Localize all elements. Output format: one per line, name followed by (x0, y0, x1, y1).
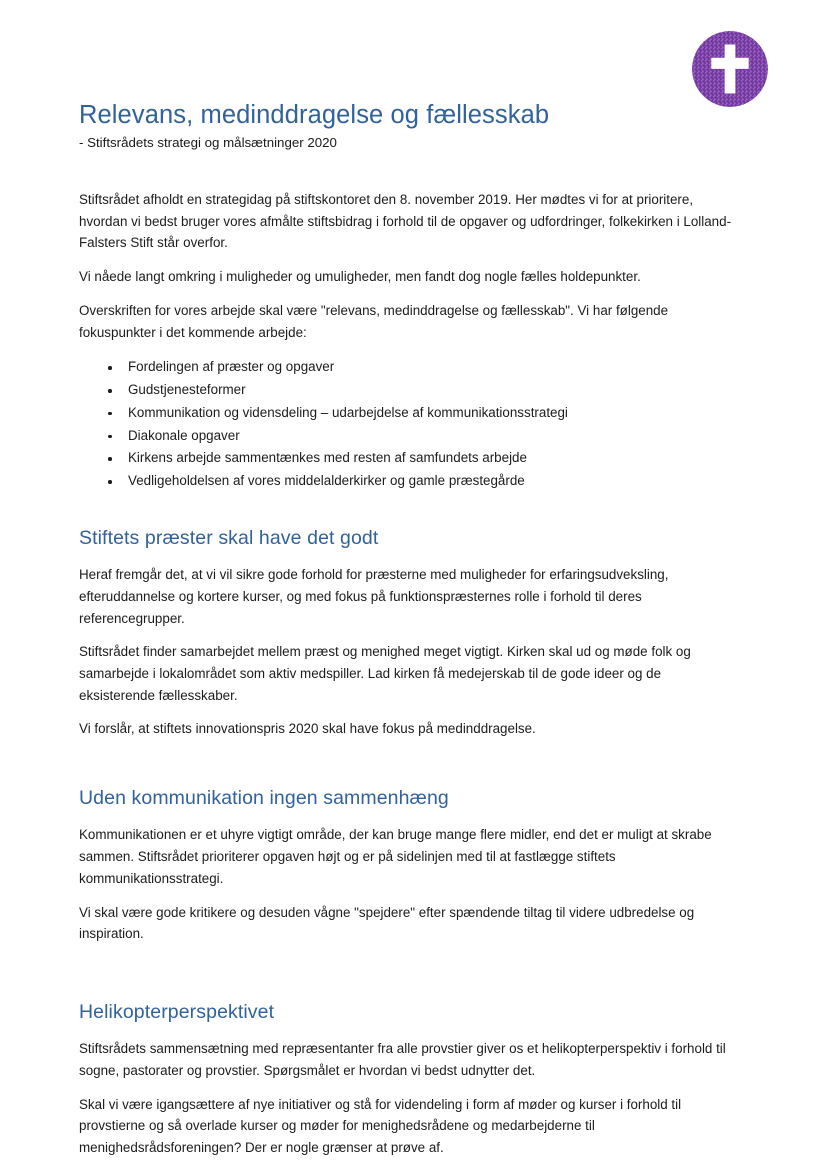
section-3-paragraph-1: Stiftsrådets sammensætning med repræsentanter fra alle provstier giver os et helikopterperspektiv i forhold til sogne, pastorater og provstier. Spørgsmålet er hvordan vi bedst udnytter det. (79, 1041, 726, 1079)
list-item-label: Diakonale opgaver (128, 427, 240, 443)
focus-points-list (79, 357, 736, 492)
list-item (79, 357, 736, 378)
intro-paragraph-3: Overskriften for vores arbejde skal være "relevans, medinddragelse og fællesskab". Vi har følgende fokuspunkter i det kommende arbejde: (79, 302, 669, 340)
cross-icon (689, 28, 771, 110)
list-item (79, 426, 736, 447)
section-1-paragraph-3: Vi forslår, at stiftets innovationspris 2020 skal have fokus på medinddragelse. (79, 721, 536, 737)
section-heading-kommunikation: Uden kommunikation ingen sammenhæng (79, 787, 449, 810)
section-3-paragraph-2: Skal vi være igangsættere af nye initiativer og stå for videndeling i form af møder og kurser i forhold til provstierne og så overlade kurser og møder for menighedsrådene og medarbejderne til menighedsrådsforeningen? Der er nogle grænser at prøve af. (79, 1096, 682, 1156)
section-heading-praester: Stiftets præster skal have det godt (79, 526, 379, 549)
list-item (79, 471, 736, 492)
section-2-paragraph-1: Kommunikationen er et uhyre vigtigt område, der kan bruge mange flere midler, end det er muligt at skrabe sammen. Stiftsrådet prioriterer opgaven højt og er på sidelinjen med til at fastlægge stiftets kommunikationsstrategi. (79, 827, 712, 886)
section-1-paragraph-2: Stiftsrådet finder samarbejdet mellem præst og menighed meget vigtigt. Kirken skal ud og møde folk og samarbejde i lokalområdet som aktiv medspiller. Lad kirken få medejerskab til de gode ideer og de eksisterende fællesskaber. (79, 644, 691, 703)
list-item-label: Kommunikation og vidensdeling – udarbejdelse af kommunikationsstrategi (128, 404, 568, 420)
list-item-label: Fordelingen af præster og opgaver (128, 359, 335, 375)
intro-paragraph-2: Vi nåede langt omkring i muligheder og umuligheder, men fandt dog nogle fælles holdepunkter. (79, 269, 641, 285)
section-2-paragraph-2: Vi skal være gode kritikere og desuden vågne "spejdere" efter spændende tiltag til videre udbredelse og inspiration. (79, 904, 695, 942)
list-item-label: Gudstjenesteformer (128, 382, 246, 398)
list-item-label: Kirkens arbejde sammentænkes med resten af samfundets arbejde (128, 450, 527, 466)
section-1-paragraph-1: Heraf fremgår det, at vi vil sikre gode forhold for præsterne med muligheder for erfaringsudveksling, efteruddannelse og kortere kurser, og med fokus på funktionspræsternes rolle i forhold til deres referencegrupper. (79, 567, 669, 626)
section-heading-helikopterperspektivet: Helikopterperspektivet (79, 1000, 275, 1023)
list-item (79, 448, 736, 469)
document-body (79, 100, 736, 1170)
list-item (79, 403, 736, 424)
list-item (79, 380, 736, 401)
list-item-label: Vedligeholdelsen af vores middelalderkirker og gamle præstegårde (128, 473, 525, 489)
church-cross-logo (689, 28, 771, 110)
document-subtitle: - Stiftsrådets strategi og målsætninger 2020 (79, 135, 337, 151)
intro-paragraph-1: Stiftsrådet afholdt en strategidag på stiftskontoret den 8. november 2019. Her mødtes vi for at prioritere, hvordan vi bedst bruger vores afmålte stiftsbidrag i forhold til de opgaver og udfordringer, folkekirken i Lolland-Falsters Stift står overfor. (79, 192, 732, 251)
page-title: Relevans, medinddragelse og fællesskab (79, 101, 550, 129)
